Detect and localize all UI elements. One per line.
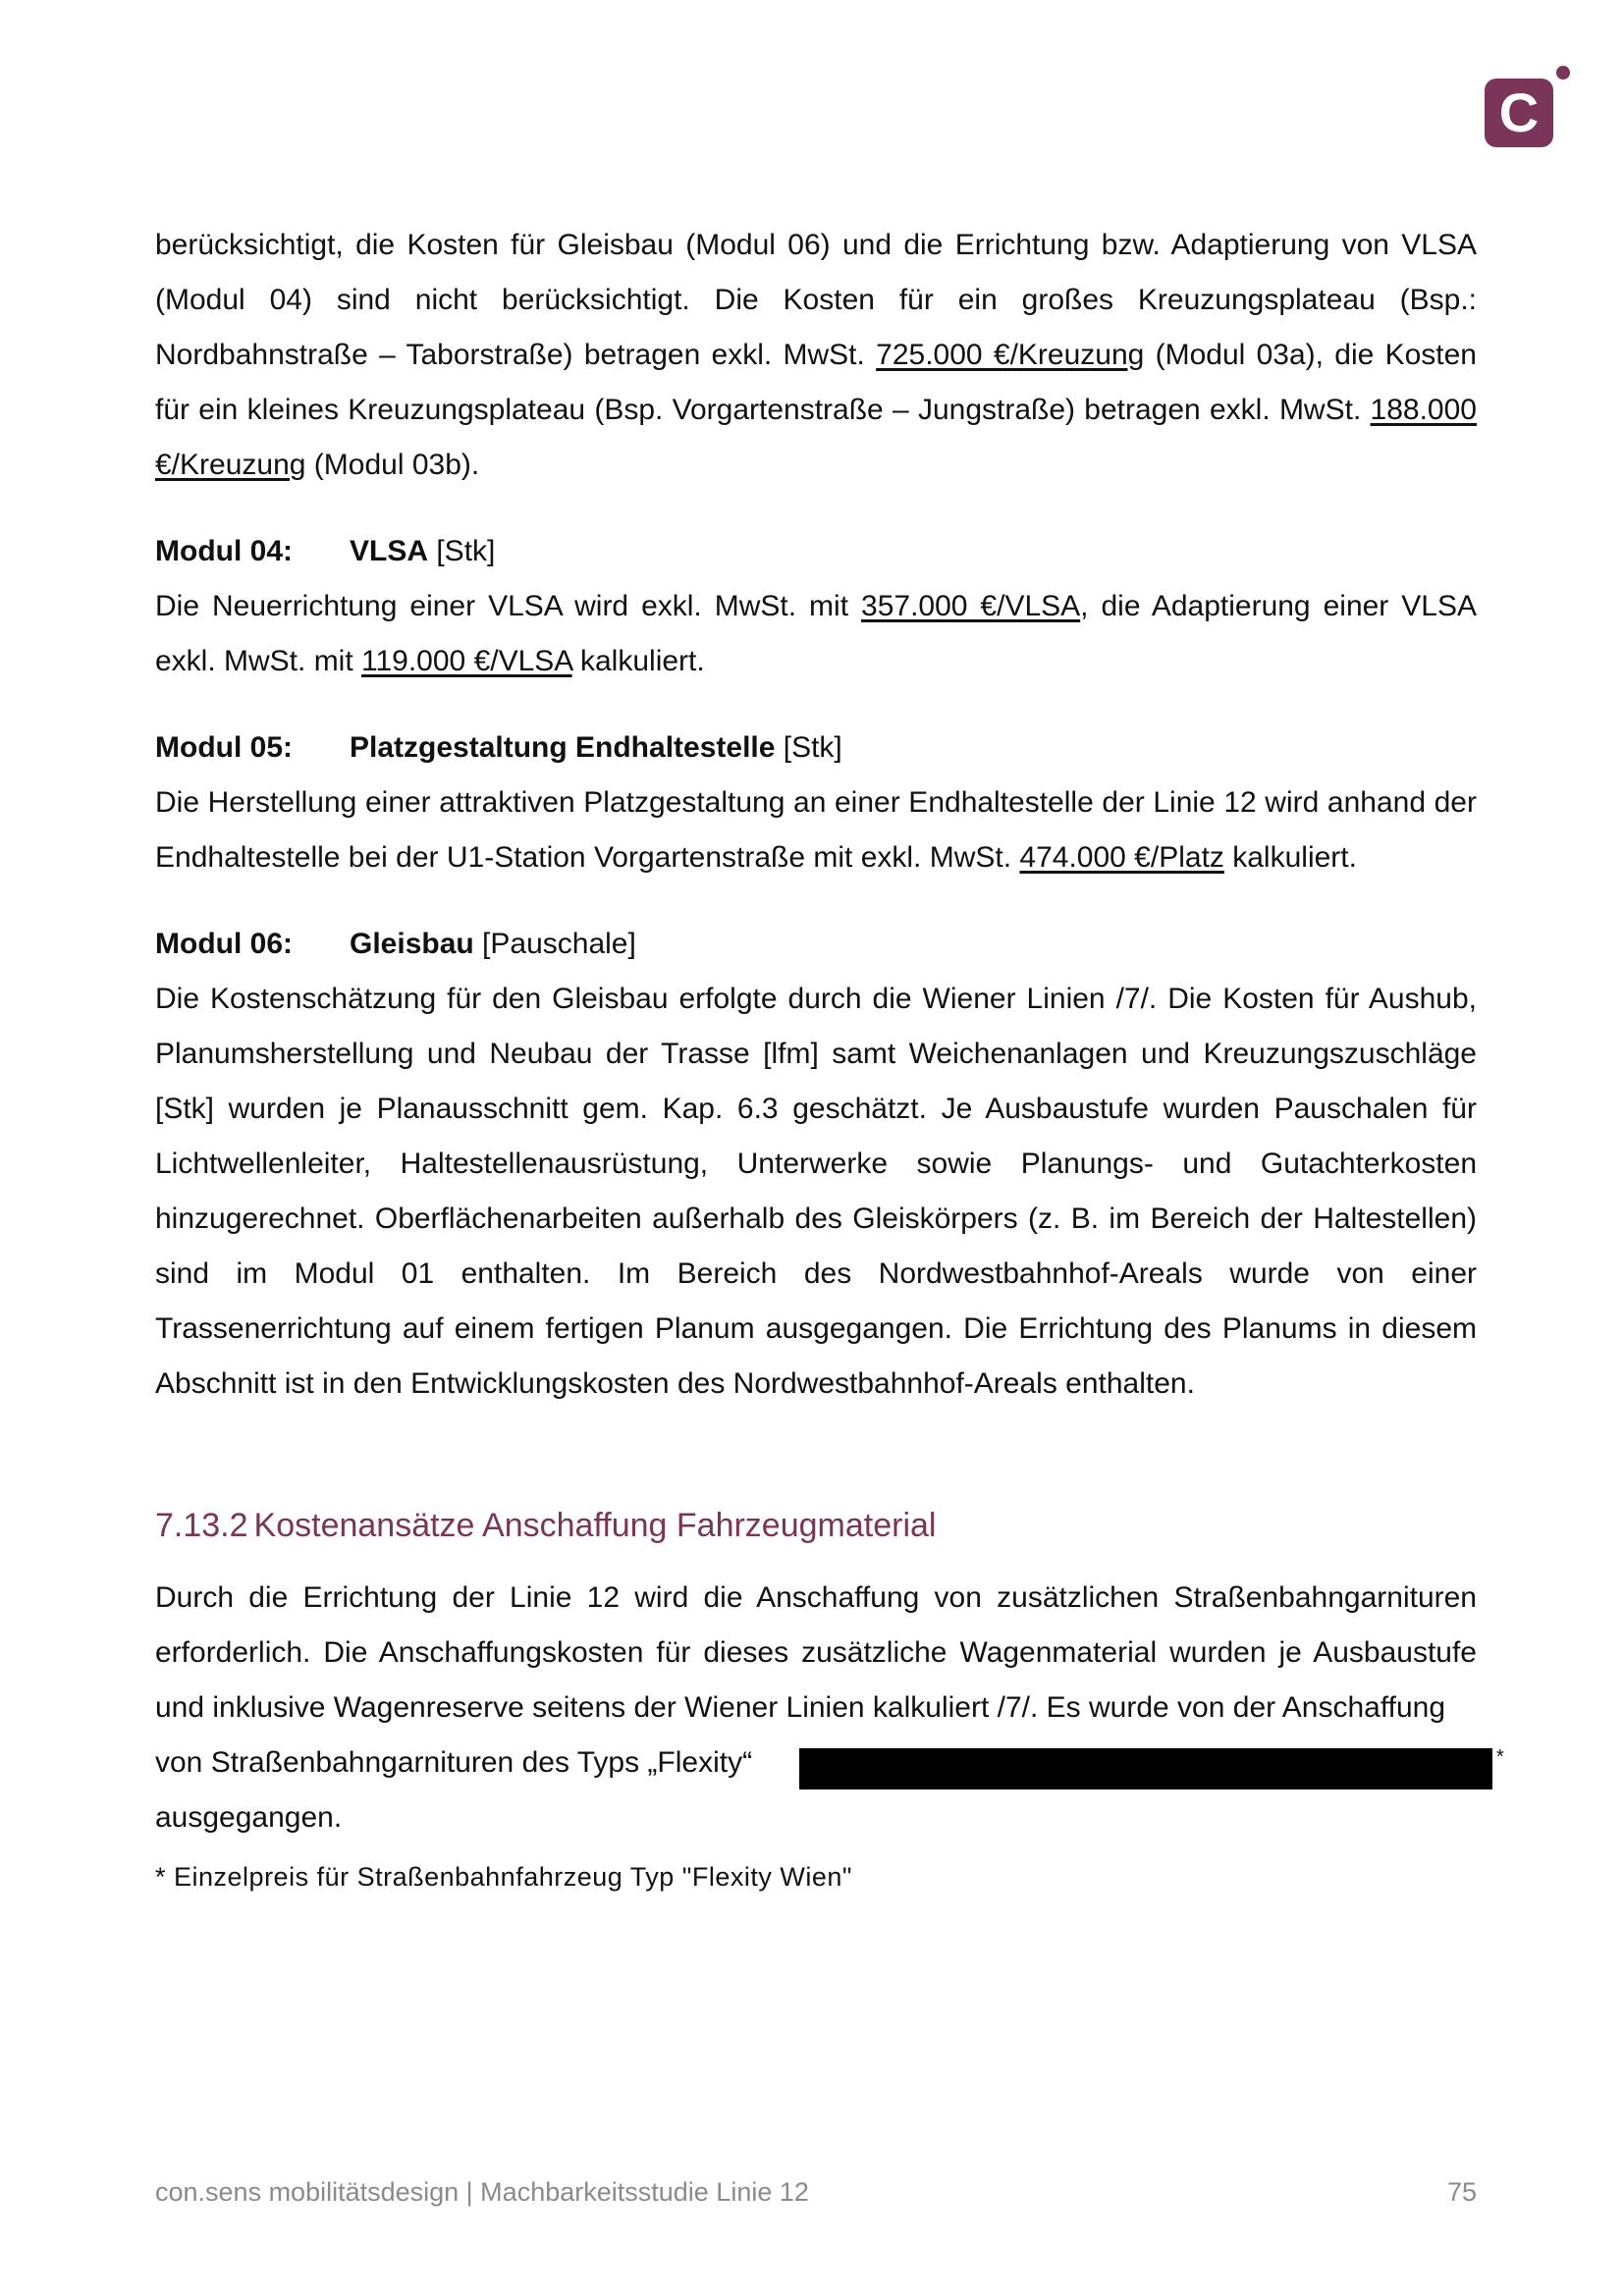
intro-text-2: (Modul 03a), die Kosten für ein kleines Kreuzungsplateau (Bsp. Vorgartenstraße – Jungstraße) betragen exkl. MwSt.: [155, 339, 1477, 426]
modul-04-text-3: kalkuliert.: [571, 645, 705, 677]
price-small-plateau: 188.000 €/Kreuzung: [155, 394, 1477, 481]
modul-05-title: Platzgestaltung Endhaltestelle: [350, 731, 776, 764]
modul-04-text-2: , die Adaptierung einer VLSA exkl. MwSt. mit: [155, 590, 1477, 677]
modul-04-text-1: Die Neuerrichtung einer VLSA wird exkl. MwSt. mit: [155, 590, 862, 622]
flexity-text: von Straßenbahngarnituren des Typs „Flexity“: [155, 1746, 753, 1779]
modul-05-heading: [155, 721, 1477, 775]
section-heading: [155, 1498, 1477, 1553]
section-paragraph: Durch die Errichtung der Linie 12 wird die Anschaffung von zusätzlichen Straßenbahngarnituren erforderlich. Die Anschaffungskosten für dieses zusätzliche Wagenmaterial wurden je Ausbaustufe und inklusive Wagenreserve seitens der Wiener Linien kalkuliert /7/. Es wurde von der Anschaffung: [155, 1581, 1477, 1724]
page-content: [155, 218, 1504, 1895]
modul-05-unit: [Stk]: [775, 731, 842, 764]
logo-letter: C: [1498, 81, 1540, 143]
footnote-marker: *: [1496, 1746, 1504, 1768]
modul-04-number: Modul 04:: [155, 535, 293, 567]
redacted-line: [155, 1735, 1504, 1790]
modul-06-heading: [155, 917, 1477, 972]
modul-06-unit: [Pauschale]: [473, 928, 636, 960]
modul-06-paragraph: Die Kostenschätzung für den Gleisbau erfolgte durch die Wiener Linien /7/. Die Kosten für Aushub, Planumsherstellung und Neubau der Trasse [lfm] samt Weichenanlagen und Kreuzungszuschläge [Stk] wurden je Planausschnitt gem. Kap. 6.3 geschätzt. Je Ausbaustufe wurden Pauschalen für Lichtwellenleiter, Haltestellenausrüstung, Unterwerke sowie Planungs- und Gutachterkosten hinzugerechnet. Oberflächenarbeiten außerhalb des Gleiskörpers (z. B. im Bereich der Haltestellen) sind im Modul 01 enthalten. Im Bereich des Nordwestbahnhof-Areals wurde von einer Trassenerrichtung auf einem fertigen Planum ausgegangen. Die Errichtung des Planums in diesem Abschnitt ist in den Entwicklungskosten des Nordwestbahnhof-Areals enthalten.: [155, 983, 1477, 1400]
modul-04-title: VLSA: [350, 535, 429, 567]
modul-05-number: Modul 05:: [155, 731, 293, 764]
last-line: ausgegangen.: [155, 1801, 343, 1834]
redaction-bar: [799, 1748, 1492, 1789]
section-title: Kostenansätze Anschaffung Fahrzeugmaterial: [253, 1507, 937, 1544]
modul-04-heading: [155, 524, 1477, 579]
price-vlsa-adapt: 119.000 €/VLSA: [361, 645, 572, 677]
page-number: 75: [1446, 2177, 1477, 2207]
modul-06-number: Modul 06:: [155, 928, 293, 960]
intro-text-1: berücksichtigt, die Kosten für Gleisbau (Modul 06) und die Errichtung bzw. Adaptierung von VLSA (Modul 04) sind nicht berücksichtigt. Die Kosten für ein großes Kreuzungsplateau (Bsp.: Nordbahnstraße – Taborstraße) betragen exkl. MwSt.: [155, 229, 1477, 371]
modul-05-paragraph: [155, 775, 1477, 885]
price-vlsa-new: 357.000 €/VLSA: [861, 590, 1081, 622]
modul-06-title: Gleisbau: [350, 928, 474, 960]
footnote: * Einzelpreis für Straßenbahnfahrzeug Typ "Flexity Wien": [155, 1862, 852, 1892]
intro-text-3: (Modul 03b).: [305, 449, 480, 481]
price-large-plateau: 725.000 €/Kreuzung: [876, 339, 1145, 371]
price-platz: 474.000 €/Platz: [1019, 841, 1224, 874]
page-footer: [155, 2175, 1477, 2209]
modul-05-text-2: kalkuliert.: [1223, 841, 1357, 874]
modul-05-text-1: Die Herstellung einer attraktiven Platzgestaltung an einer Endhaltestelle der Linie 12 wird anhand der Endhaltestelle bei der U1-Station Vorgartenstraße mit exkl. MwSt.: [155, 786, 1477, 874]
consens-logo-icon: [1485, 65, 1571, 147]
footer-text: con.sens mobilitätsdesign | Machbarkeitsstudie Linie 12: [155, 2177, 809, 2207]
modul-04-paragraph: [155, 579, 1477, 689]
intro-paragraph: [155, 218, 1477, 493]
modul-04-unit: [Stk]: [428, 535, 496, 567]
section-number: 7.13.2: [155, 1507, 248, 1544]
